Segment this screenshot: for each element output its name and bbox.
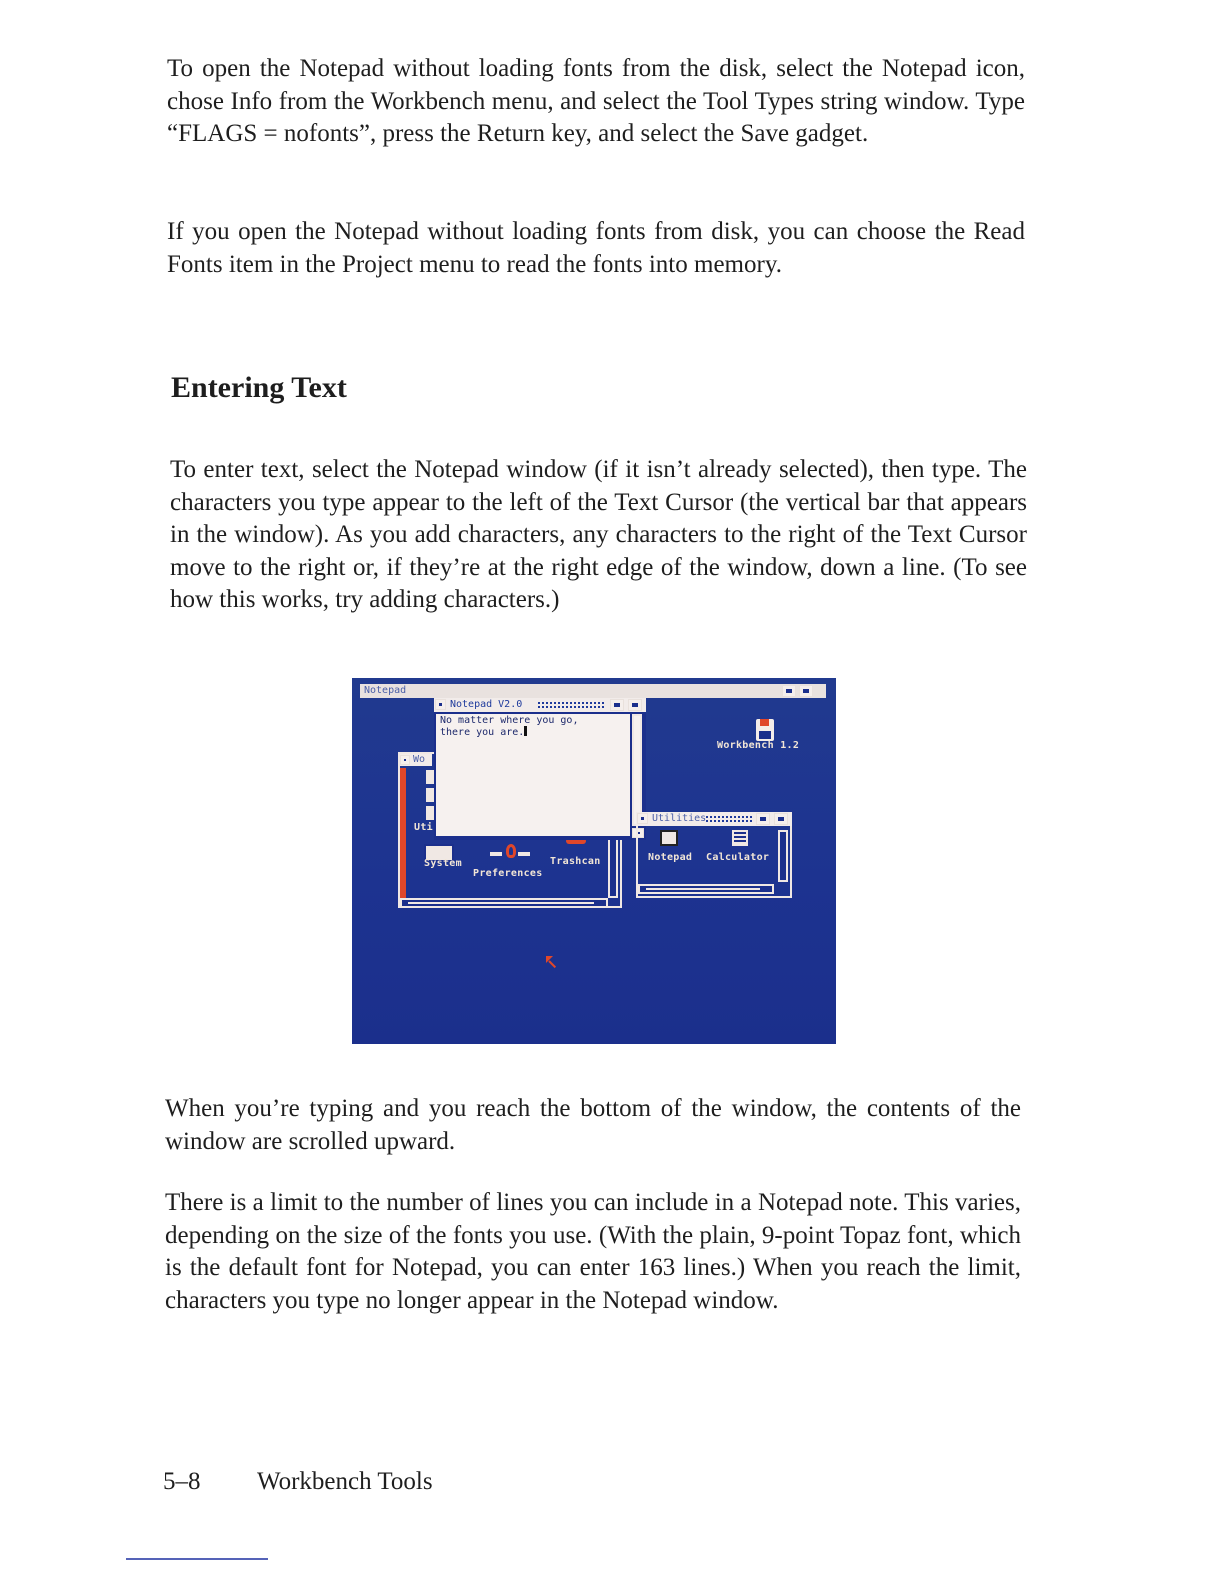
page-number: 5–8 <box>163 1468 201 1495</box>
notepad-window[interactable] <box>434 698 646 840</box>
workbench-window-title: Wo <box>413 754 426 765</box>
notepad-depth-back-gadget[interactable] <box>610 699 624 711</box>
text-cursor <box>524 726 527 736</box>
notepad-title: Notepad V2.0 <box>450 699 523 710</box>
workbench-close-gadget[interactable] <box>400 755 410 765</box>
screen-title-bar <box>360 684 826 698</box>
calculator-label: Calculator <box>706 852 770 863</box>
screen-title: Notepad <box>364 685 407 696</box>
paragraph-read-fonts: If you open the Notepad without loading fonts from disk, you can choose the Read Fonts item in the Project menu to read the fonts into memory. <box>167 218 1025 278</box>
screen-depth-back-gadget[interactable] <box>782 685 796 697</box>
utilities-depth-back-gadget[interactable] <box>756 813 770 825</box>
notepad-vertical-scrollbar[interactable] <box>632 714 642 826</box>
notepad-line-2: there you are. <box>440 727 525 738</box>
paragraph-line-limit: There is a limit to the number of lines you can include in a Notepad note. This varies, depending on the size of the fonts you use. (With the plain, 9-point Topaz font, which is the default font for Notepad, you can enter 163 lines.) When you reach the limit, characters you type no longer appear in the Notepad window. <box>165 1189 1021 1314</box>
paragraph-entering-text: To enter text, select the Notepad window (if it isn’t already selected), then type. The characters you type appear to the left of the Text Cursor (the vertical bar that appears in the window). As you add characters, any characters to the right of the Text Cursor move to the right or, if they’re at the right edge of the window, down a line. (To see how this works, try adding characters.) <box>170 456 1027 613</box>
notepad-icon-label: Notepad <box>648 852 693 863</box>
notepad-depth-front-gadget[interactable] <box>628 699 642 711</box>
mouse-pointer-icon <box>546 956 558 968</box>
workbench-orange-bar <box>400 768 406 898</box>
paragraph-scrolling: When you’re typing and you reach the bottom of the window, the contents of the window are scrolled upward. <box>165 1095 1021 1155</box>
utilities-window[interactable] <box>636 812 792 898</box>
section-heading: Entering Text <box>171 371 347 404</box>
notepad-tool-icon[interactable] <box>660 830 678 846</box>
workbench-disk-icon[interactable] <box>756 719 774 741</box>
workbench-horizontal-scrollbar[interactable] <box>400 898 608 908</box>
trashcan-label: Trashcan <box>550 856 601 867</box>
preferences-label: Preferences <box>473 868 543 879</box>
utilities-title: Utilities <box>652 813 707 824</box>
notepad-screenshot <box>352 678 836 1044</box>
workbench-label: Workbench 1.2 <box>717 740 800 751</box>
preferences-icon[interactable] <box>490 844 532 860</box>
section-title: Workbench Tools <box>257 1468 433 1495</box>
system-label: System <box>424 858 462 869</box>
notepad-line-1: No matter where you go, <box>440 715 579 726</box>
page-footer <box>163 1466 433 1498</box>
utilities-partial-label: Uti <box>414 822 433 833</box>
utilities-horizontal-scrollbar[interactable] <box>638 884 774 894</box>
utilities-vertical-scrollbar[interactable] <box>778 830 788 882</box>
utilities-close-gadget[interactable] <box>637 813 648 824</box>
notepad-close-gadget[interactable] <box>435 699 446 710</box>
footer-rule <box>126 1558 268 1560</box>
notepad-text-area[interactable] <box>436 714 630 836</box>
calculator-icon[interactable] <box>732 830 748 846</box>
paragraph-nofonts: To open the Notepad without loading fonts from the disk, select the Notepad icon, chose Info from the Workbench menu, and select the Tool Types string window. Type “FLAGS = nofonts”, press the Return key, and select the Save gadget. <box>167 55 1025 147</box>
utilities-depth-front-gadget[interactable] <box>774 813 788 825</box>
screen-depth-front-gadget[interactable] <box>799 685 813 697</box>
